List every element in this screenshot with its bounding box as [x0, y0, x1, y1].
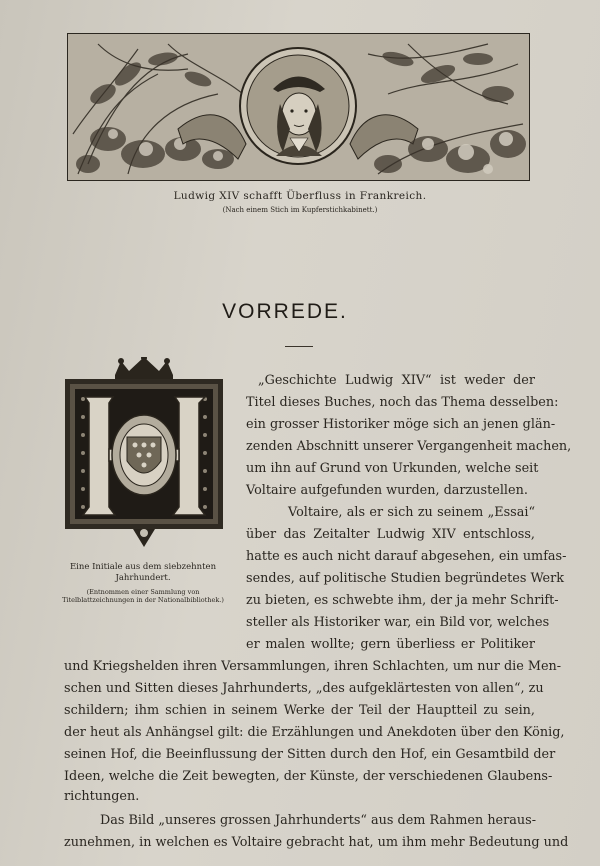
body-line: zunehmen, in welchen es Voltaire gebracht hat, um ihm mehr Bedeutung und — [64, 835, 569, 850]
engraving-artwork — [68, 34, 529, 180]
body-line: über das Zeitalter Ludwig XIV entschloss, — [246, 527, 535, 542]
illustration-source: (Nach einem Stich im Kupferstichkabinett.) — [222, 206, 378, 214]
body-line: ein grosser Historiker möge sich an jenen glän- — [246, 417, 556, 432]
body-line: hatte es auch nicht darauf abgesehen, ein umfas- — [246, 549, 567, 564]
body-line: Titel dieses Buches, noch das Thema desselben: — [246, 395, 559, 410]
body-line: schen und Sitten dieses Jahrhunderts, „des aufgeklärtesten von allen“, zu — [64, 681, 544, 696]
body-line: der heut als Anhängsel gilt: die Erzählungen und Anekdoten über den König, — [64, 725, 565, 740]
body-line: und Kriegshelden ihren Versammlungen, ihren Schlachten, um nur die Men- — [64, 659, 562, 674]
body-line: steller als Historiker war, ein Bild vor, welches — [246, 615, 550, 630]
body-line: sendes, auf politische Studien begründetes Werk — [246, 571, 565, 586]
page-title: VORREDE. — [222, 300, 348, 323]
body-line: er malen wollte; gern überliess er Politiker — [246, 637, 535, 652]
body-line: Voltaire aufgefunden wurden, darzustellen. — [246, 483, 528, 498]
body-line: zenden Abschnitt unserer Vergangenheit machen, — [246, 439, 572, 454]
initial-caption: Eine Initiale aus dem siebzehnten Jahrhundert. — [69, 562, 217, 583]
initial-letter-h-icon — [63, 357, 225, 552]
body-line: Das Bild „unseres grossen Jahrhunderts“ aus dem Rahmen heraus- — [100, 813, 537, 828]
body-line: richtungen. — [64, 789, 140, 804]
decorated-initial — [63, 357, 225, 552]
body-line: schildern; ihm schien in seinem Werke der Teil der Hauptteil zu sein, — [64, 703, 535, 718]
body-line: Ideen, welche die Zeit bewegten, der Künste, der verschiedenen Glaubens- — [64, 769, 553, 784]
initial-source: (Entnommen einer Sammlung von Titelblattzeichnungen in der Nationalbibliothek.) — [62, 588, 224, 604]
engraving-illustration — [67, 33, 530, 181]
illustration-caption: Ludwig XIV schafft Überfluss in Frankreich. — [173, 190, 427, 202]
body-line: zu bieten, es schwebte ihm, der ja mehr Schrift- — [246, 593, 559, 608]
body-line: Voltaire, als er sich zu seinem „Essai“ — [288, 505, 535, 520]
body-line: seinen Hof, die Beeinflussung der Sitten durch den Hof, ein Gesamtbild der — [64, 747, 556, 762]
title-divider — [285, 346, 313, 347]
body-line: „Geschichte Ludwig XIV“ ist weder der — [258, 373, 535, 388]
body-line: um ihn auf Grund von Urkunden, welche seit — [246, 461, 539, 476]
